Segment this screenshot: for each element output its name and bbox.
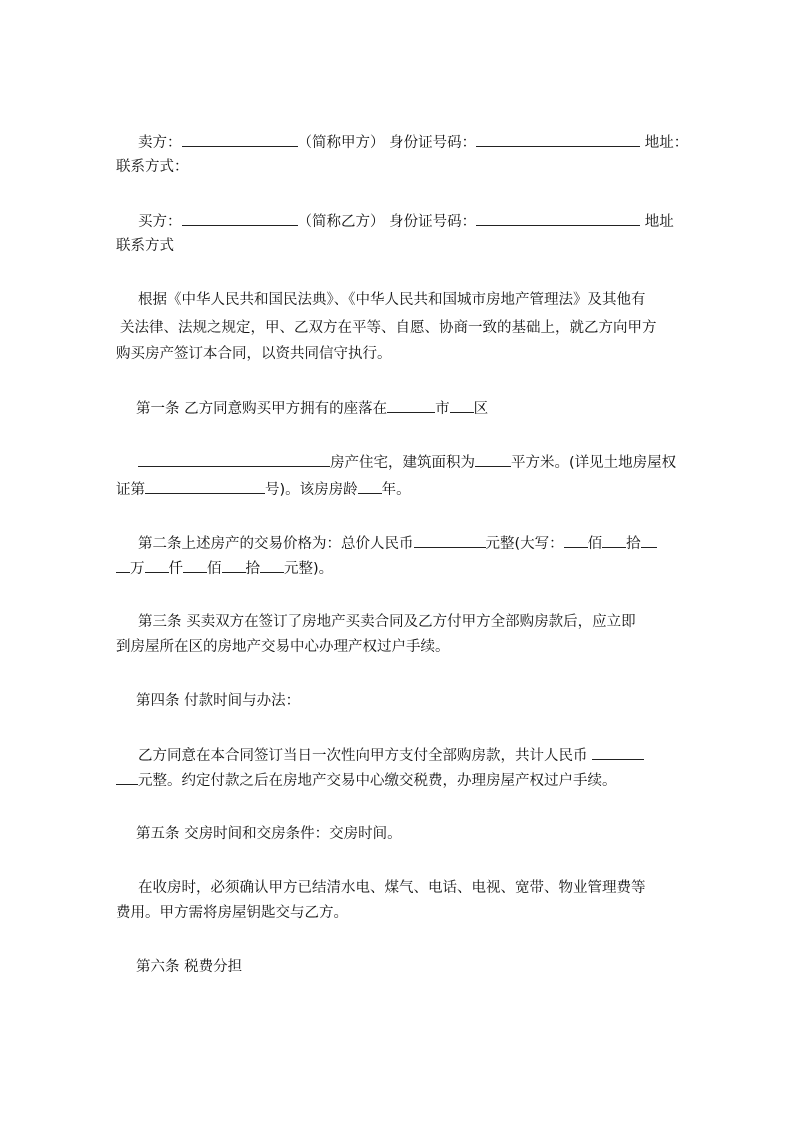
article-1-cont-line-1 (138, 452, 676, 473)
buyer-id-blank[interactable] (476, 211, 640, 226)
property-address-blank[interactable] (138, 452, 330, 467)
article-5-body-line-2: 费用。甲方需将房屋钥匙交与乙方。 (116, 905, 348, 921)
payment-text: 乙方同意在本合同签订当日一次性向甲方支付全部购房款，共计人民币 (138, 748, 593, 764)
wan-blank[interactable] (116, 558, 130, 573)
buyer-contact: 联系方式 (116, 238, 174, 254)
area-unit-cert-label: 平方米。(详见土地房屋权 (511, 455, 677, 471)
wan-label: 万 (130, 561, 145, 577)
hundred-blank-2[interactable] (183, 558, 207, 573)
article-3-line-1: 第三条 买卖双方在签订了房地产买卖合同及乙方付甲方全部购房款后，应立即 (138, 614, 636, 630)
payment-text-cont: 元整。约定付款之后在房地产交易中心缴交税费，办理房屋产权过户手续。 (138, 773, 617, 789)
yuan-blank[interactable] (260, 558, 284, 573)
article-1 (136, 398, 488, 419)
article-3-line-2: 到房屋所在区的房地产交易中心办理产权过户手续。 (116, 639, 450, 655)
article-1-cont-line-2 (116, 479, 411, 500)
article-5-body-line-1: 在收房时，必须确认甲方已结清水电、煤气、电话、电视、宽带、物业管理费等 (138, 880, 646, 896)
price-label: 第二条上述房产的交易价格为：总价人民币 (138, 536, 414, 552)
buyer-label: 买方： (138, 214, 182, 230)
house-age-label: 号)。该房房龄 (265, 482, 358, 498)
qian-blank[interactable] (145, 558, 169, 573)
qian-label: 仟 (168, 561, 183, 577)
seller-address-label: 地址： (640, 135, 689, 151)
seller-abbrev-id-label: （简称甲方） 身份证号码： (297, 135, 477, 151)
area-blank[interactable] (475, 452, 511, 467)
hundred-label-2: 佰 (207, 561, 222, 577)
article-4-title: 第四条 付款时间与办法： (136, 693, 301, 709)
area-label: 房产住宅，建筑面积为 (330, 455, 475, 471)
article-5-title: 第五条 交房时间和交房条件：交房时间。 (136, 826, 402, 842)
article-2-line-1 (138, 533, 657, 554)
price-blank[interactable] (414, 533, 486, 548)
basis-line-3: 购买房产签订本合同，以资共同信守执行。 (116, 346, 392, 362)
buyer-abbrev-id-label: （简称乙方） 身份证号码： (297, 214, 477, 230)
year-label: 年。 (381, 482, 411, 498)
cert-label: 证第 (116, 482, 145, 498)
ten-label-1: 拾 (626, 536, 641, 552)
payment-amount-blank[interactable] (592, 745, 644, 760)
article-4-body-line-1 (138, 745, 644, 766)
ten-label-2: 拾 (245, 561, 260, 577)
buyer-name-blank[interactable] (182, 211, 298, 226)
city-blank[interactable] (387, 398, 435, 413)
buyer-line (138, 211, 674, 232)
seller-line (138, 132, 688, 153)
seller-id-blank[interactable] (476, 132, 640, 147)
seller-label: 卖方： (138, 135, 182, 151)
ten-blank-2[interactable] (222, 558, 246, 573)
yuan-label: 元整)。 (284, 561, 334, 577)
article-2-line-2 (116, 558, 333, 579)
ten-blank-1[interactable] (602, 533, 626, 548)
cert-number-blank[interactable] (145, 479, 265, 494)
trailing-blank[interactable] (641, 533, 657, 548)
basis-line-1: 根据《中华人民共和国民法典》、《中华人民共和国城市房地产管理法》及其他有 (138, 292, 646, 308)
seller-contact: 联系方式： (116, 159, 189, 175)
hundred-blank-1[interactable] (564, 533, 588, 548)
hundred-label-1: 佰 (587, 536, 603, 552)
house-age-blank[interactable] (358, 479, 382, 494)
district-label: 区 (473, 401, 489, 417)
basis-line-2: 关法律、法规之规定，甲、乙双方在平等、自愿、协商一致的基础上，就乙方向甲方 (120, 320, 657, 336)
article-6-title: 第六条 税费分担 (136, 959, 243, 975)
price-capital-label: 元整(大写： (485, 536, 564, 552)
district-blank[interactable] (450, 398, 474, 413)
article-4-body-line-2 (116, 770, 617, 791)
seller-name-blank[interactable] (182, 132, 298, 147)
buyer-address-label: 地址 (640, 214, 674, 230)
article-1-text: 第一条 乙方同意购买甲方拥有的座落在 (136, 401, 388, 417)
city-label: 市 (435, 401, 450, 417)
payment-amount-blank-cont[interactable] (116, 770, 138, 785)
